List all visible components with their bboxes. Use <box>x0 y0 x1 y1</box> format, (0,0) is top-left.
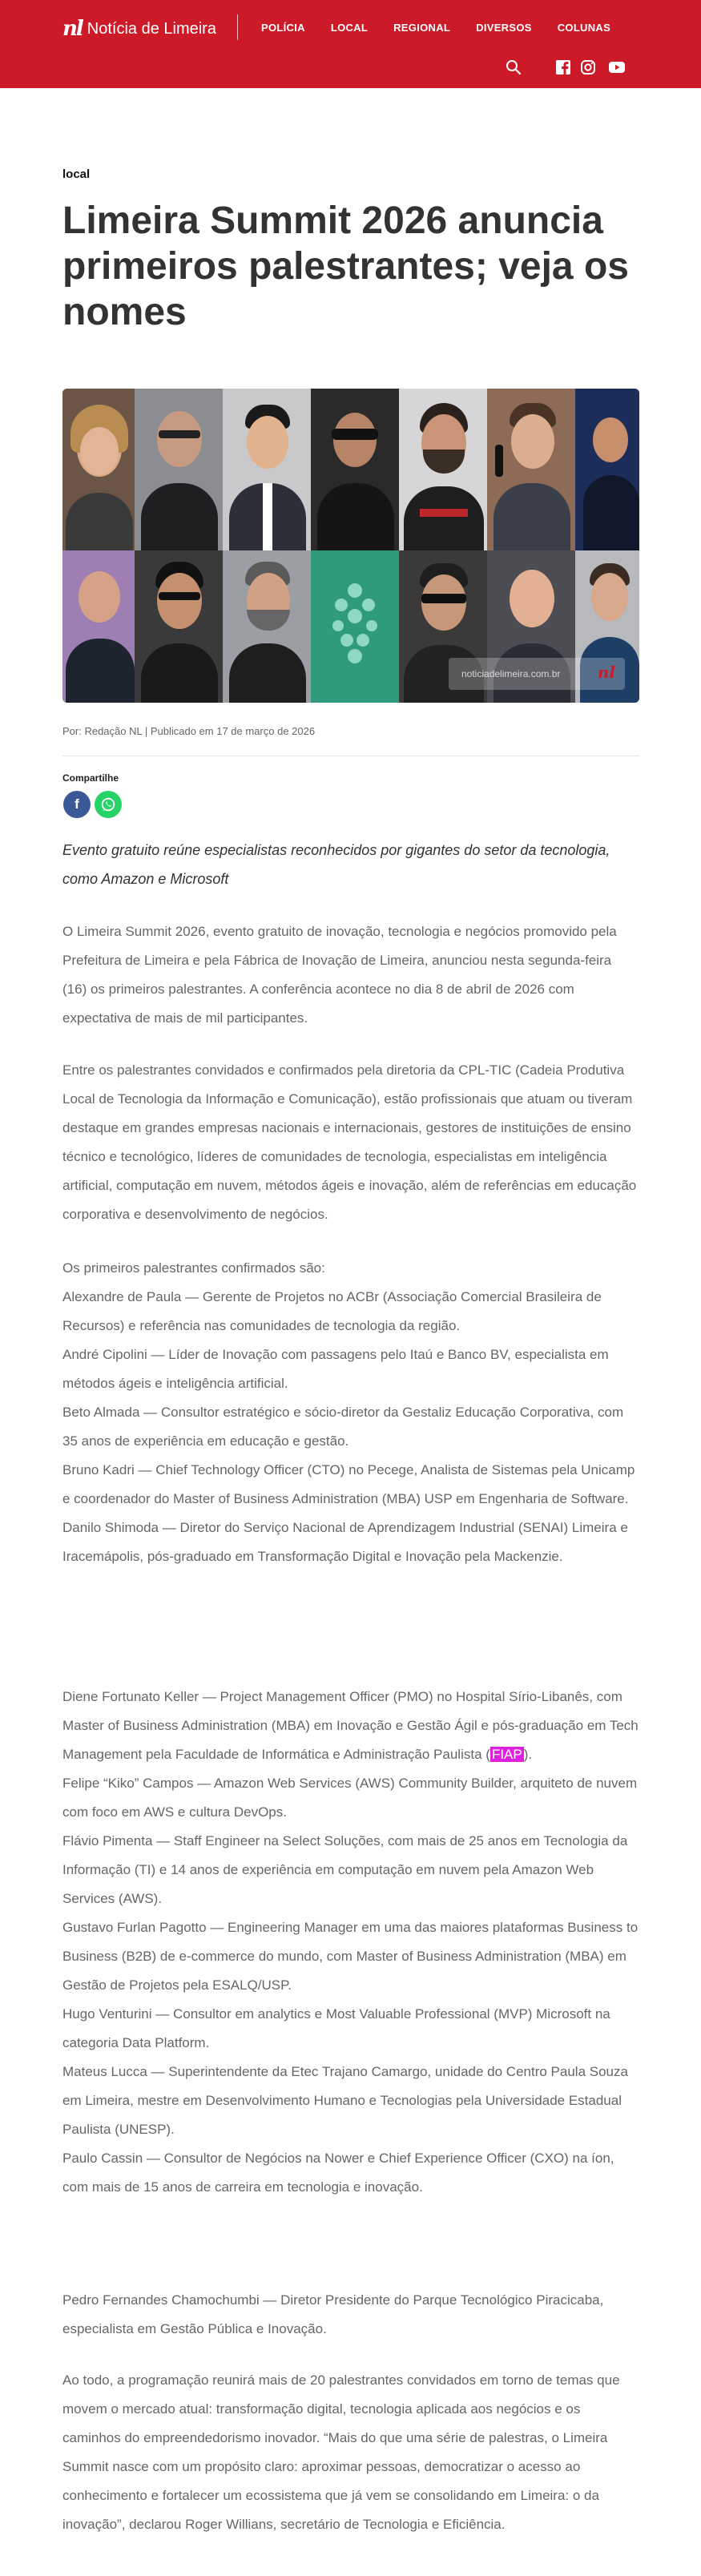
speaker-photo <box>487 389 575 550</box>
nav-item-colunas[interactable]: COLUNAS <box>557 22 611 34</box>
instagram-icon[interactable] <box>578 58 598 77</box>
speaker-item: Danilo Shimoda — Diretor do Serviço Nacional de Aprendizagem Industrial (SENAI) Limeira e Iracemápolis, pós-graduado em Transformação Digital e Inovação pela Mackenzie. <box>62 1520 628 1564</box>
speaker-item: Hugo Venturini — Consultor em analytics e Most Valuable Professional (MVP) Microsoft na categoria Data Platform. <box>62 2006 610 2050</box>
speaker-photo <box>135 550 223 703</box>
logo-divider <box>237 14 238 40</box>
header-icons <box>0 58 701 77</box>
speaker-item: Flávio Pimenta — Staff Engineer na Select Soluções, com mais de 25 anos em Tecnologia da Informação (TI) e 14 anos de experiência em computação em nuvem pela Amazon Web Services (AWS). <box>62 1833 628 1906</box>
speaker-photo <box>62 389 135 550</box>
speaker-list-a <box>62 1254 639 1571</box>
paragraph: Ao todo, a programação reunirá mais de 20 palestrantes convidados em torno de temas que movem o mercado atual: transformação digital, tecnologia aplicada aos negócios e os caminhos do empreendedorismo inovador. “Mais do que uma série de palestras, o Limeira Summit nasce com um propósito claro: aproximar pessoas, democratizar o acesso ao conhecimento e fortalecer um ecossistema que já vem se consolidando em Limeira: o da inovação”, declarou Roger Willians, secretário de Tecnologia e Eficiência. <box>62 2372 620 2532</box>
whatsapp-icon <box>99 796 117 813</box>
paren-close: ). <box>523 1747 533 1762</box>
speaker-item: Felipe “Kiko” Campos — Amazon Web Services (AWS) Community Builder, arquiteto de nuvem com foco em AWS e cultura DevOps. <box>62 1776 638 1820</box>
hero-watermark-logo: nl <box>597 663 615 682</box>
speaker-photo <box>223 389 311 550</box>
nav-item-diversos[interactable]: DIVERSOS <box>476 22 532 34</box>
paragraph: O Limeira Summit 2026, evento gratuito de inovação, tecnologia e negócios promovido pela Prefeitura de Limeira e pela Fábrica de Inovação de Limeira, anunciou nesta segunda-feira (16) os primeiros palestrantes. A conferência acontece no dia 8 de abril de 2026 com expectativa de mais de mil participantes. <box>62 924 617 1026</box>
speaker-photo <box>223 550 311 703</box>
nav-item-regional[interactable]: REGIONAL <box>393 22 451 34</box>
facebook-icon: f <box>75 796 79 812</box>
summit-logo-icon <box>327 574 383 679</box>
speaker-photo <box>62 550 135 703</box>
hero-image <box>62 389 639 703</box>
paren-open: ( <box>485 1747 490 1762</box>
paragraph: Entre os palestrantes convidados e confirmados pela diretoria da CPL-TIC (Cadeia Produtiva Local de Tecnologia da Informação e Comunicação), estão profissionais que atuam ou tiveram destaque em grandes empresas nacionais e internacionais, gestores de instituições de ensino técnico e tecnológico, líderes de comunidades de tecnologia, especialistas em inteligência artificial, computação em nuvem, métodos ágeis e inovação, além de referências em educação corporativa e desenvolvimento de negócios. <box>62 1062 637 1222</box>
speaker-text: Diene Fortunato Keller — Project Management Officer (PMO) no Hospital Sírio-Libanês, com Master of Business Administration (MBA) em Inovação e Gestão Ágil e pós-graduação em Tech Management pela Faculdade de Informática e Administração Paulista <box>62 1689 639 1762</box>
speaker-item: Paulo Cassin — Consultor de Negócios na Nower e Chief Experience Officer (CXO) na íon, com mais de 15 anos de carreira em tecnologia e inovação. <box>62 2151 614 2195</box>
nav-item-local[interactable]: LOCAL <box>330 22 369 34</box>
speaker-photo <box>575 389 639 550</box>
speaker-item: André Cipolini — Líder de Inovação com passagens pelo Itaú e Banco BV, especialista em métodos ágeis e inteligência artificial. <box>62 1347 609 1391</box>
speaker-list-b <box>62 1683 639 2202</box>
article-lead: Evento gratuito reúne especialistas reconhecidos por gigantes do setor da tecnologia, como Amazon e Microsoft <box>62 842 610 887</box>
share-label: Compartilhe <box>62 772 119 784</box>
site-header <box>0 0 701 88</box>
share-facebook-button[interactable] <box>63 791 91 818</box>
site-name: Notícia de Limeira <box>87 19 216 38</box>
hero-watermark-text: noticiadelimeira.com.br <box>461 668 561 679</box>
facebook-icon[interactable] <box>554 58 573 77</box>
article-byline: Por: Redação NL | Publicado em 17 de março de 2026 <box>62 725 316 737</box>
site-logo[interactable] <box>62 14 216 43</box>
speaker-item: Bruno Kadri — Chief Technology Officer (CTO) no Pecege, Analista de Sistemas pela Unicamp e coordenador do Master of Business Administration (MBA) USP em Engenharia de Software. <box>62 1462 635 1506</box>
nav-item-policia[interactable]: POLÍCIA <box>261 22 305 34</box>
speaker-photo <box>311 389 399 550</box>
highlighted-acronym: FIAP <box>491 1747 522 1762</box>
article-category[interactable]: local <box>62 167 91 181</box>
summit-logo-tile <box>311 550 399 703</box>
hero-watermark <box>449 658 625 690</box>
speaker-photo <box>135 389 223 550</box>
list-intro: Os primeiros palestrantes confirmados são: <box>62 1260 325 1276</box>
speaker-item: Alexandre de Paula — Gerente de Projetos no ACBr (Associação Comercial Brasileira de Recursos) e referência nas comunidades de tecnologia da região. <box>62 1289 602 1333</box>
speaker-item: Pedro Fernandes Chamochumbi — Diretor Presidente do Parque Tecnológico Piracicaba, especialista em Gestão Pública e Inovação. <box>62 2292 604 2336</box>
speaker-item: Gustavo Furlan Pagotto — Engineering Manager em uma das maiores plataformas Business to Business (B2B) de e-commerce do mundo, com Master of Business Administration (MBA) em Gestão de Projetos pela ESALQ/USP. <box>62 1920 639 1993</box>
speaker-item: Mateus Lucca — Superintendente da Etec Trajano Camargo, unidade do Centro Paula Souza em Limeira, mestre em Desenvolvimento Humano e Tecnologias pela Universidade Estadual Paulista (UNESP). <box>62 2064 628 2137</box>
search-icon[interactable] <box>504 58 523 77</box>
speaker-photo <box>399 389 487 550</box>
youtube-icon[interactable] <box>607 58 626 77</box>
share-whatsapp-button[interactable] <box>95 791 122 818</box>
speaker-item <box>62 1683 639 1769</box>
article-title: Limeira Summit 2026 anuncia primeiros palestrantes; veja os nomes <box>62 200 629 333</box>
speaker-item: Beto Almada — Consultor estratégico e sócio-diretor da Gestaliz Educação Corporativa, com 35 anos de experiência em educação e gestão. <box>62 1405 624 1449</box>
main-nav <box>261 22 636 34</box>
logo-mark: nl <box>62 17 83 41</box>
